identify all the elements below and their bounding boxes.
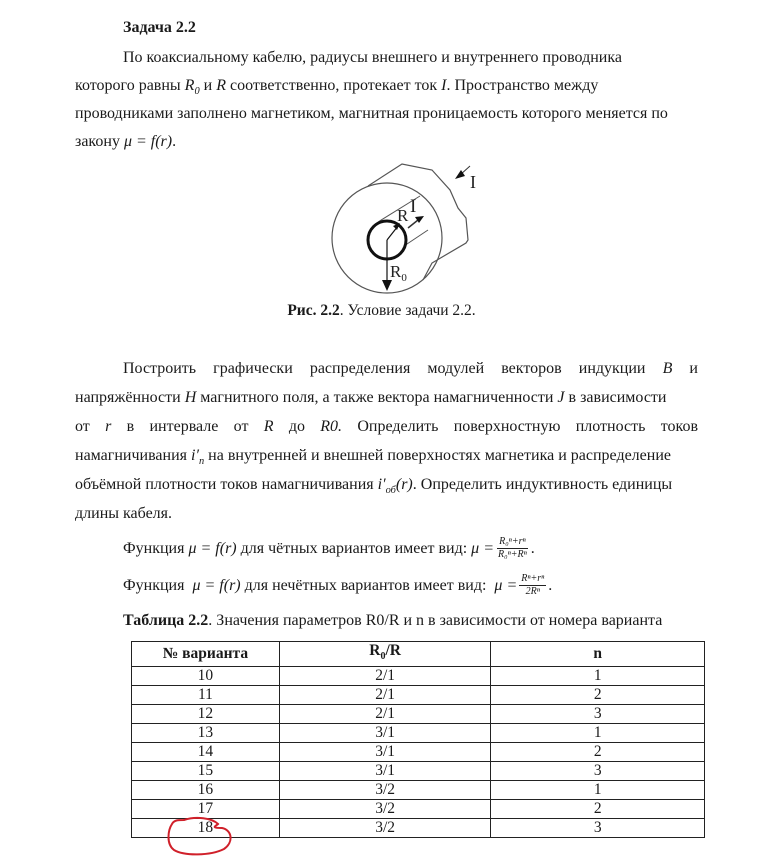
formula-mu: μ = f(r) — [192, 576, 241, 594]
instr-line-1: Построить графически распределения модулей векторов индукции B и — [75, 355, 698, 384]
header-variant: № варианта — [132, 642, 280, 667]
text: соответственно, протекает ток — [226, 77, 442, 94]
label-inner-radius: R — [397, 206, 409, 225]
label-outer-current: I — [470, 172, 476, 192]
table-row: 17 3/2 2 — [132, 800, 705, 819]
formula-mu: μ = f(r) — [188, 539, 237, 557]
text: . Пространство между — [446, 77, 599, 94]
table-row: 16 3/2 1 — [132, 781, 705, 800]
table-row: 14 3/1 2 — [132, 743, 705, 762]
table-row: 10 2/1 1 — [132, 667, 705, 686]
intro-line-2 — [75, 72, 695, 100]
symbol-R: R — [216, 77, 226, 94]
caption-label: Рис. 2.2 — [287, 302, 340, 319]
symbol-B: B — [662, 360, 673, 377]
table-header-row — [132, 642, 705, 667]
inner-guide-line — [404, 230, 428, 246]
symbol-J: J — [557, 389, 565, 406]
text: . — [172, 133, 177, 150]
figure-caption — [0, 302, 763, 320]
task-title: Задача 2.2 — [123, 19, 196, 36]
symbol-I: I — [441, 77, 447, 94]
red-circle-annotation — [166, 816, 238, 856]
arrowhead — [382, 280, 392, 291]
table-caption — [123, 612, 662, 630]
symbol-R0: $R_0$ — [184, 77, 200, 98]
caption-text: . Условие задачи 2.2. — [339, 302, 476, 319]
table-row: 15 3/1 3 — [132, 762, 705, 781]
table-caption-label: Таблица 2.2 — [123, 612, 209, 629]
function-even: Функция μ = f(r) для чётных вариантов имеет вид: μ = $\frac{\text{R₀ⁿ+rⁿ}}{\text{R₀ⁿ+Rⁿ}}$ . — [123, 536, 535, 560]
instr-line-3: от r в интервале от R до R0. Определить поверхностную плотность токов — [75, 418, 698, 435]
intro-line-4 — [75, 128, 695, 156]
task-intro — [75, 44, 695, 156]
intro-line-1: По коаксиальному кабелю, радиусы внешнего и внутреннего проводника — [123, 49, 622, 66]
instr-line-2: напряжённости H магнитного поля, а также вектора намагниченности J в зависимости — [75, 389, 667, 406]
instr-line-6: длины кабеля. — [75, 505, 173, 522]
coaxial-cable-diagram — [320, 160, 500, 305]
table-row: 11 2/1 2 — [132, 686, 705, 705]
table-row: 12 2/1 3 — [132, 705, 705, 724]
symbol-i-volume: $i'_{об}(r)$ — [377, 476, 413, 497]
instr-line-5: объёмной плотности токов намагничивания $i'_{об}(r)$. Определить индуктивность единицы — [75, 476, 673, 497]
label-outer-radius: $R_0$ — [390, 262, 407, 284]
text: закону — [75, 133, 124, 150]
table-row-highlighted: 18 3/2 3 — [132, 819, 705, 838]
variants-table — [131, 641, 705, 838]
fraction-even: $\frac{\text{R₀ⁿ+rⁿ}}{\text{R₀ⁿ+Rⁿ}}$ — [497, 536, 527, 560]
formula-mu: μ = f(r) — [123, 133, 173, 150]
instr-line-4: намагничивания $i'_п$ на внутренней и внешней поверхностях магнетика и распределение — [75, 447, 671, 468]
text: и — [199, 77, 217, 94]
function-odd: Функция μ = f(r) для нечётных вариантов имеет вид: μ = $\frac{\text{Rⁿ+rⁿ}}{\text{2Rⁿ}}$ . — [123, 573, 553, 597]
text: которого равны — [75, 77, 185, 94]
table-caption-text: . Значения параметров R0/R и n в зависимости от номера варианта — [208, 612, 663, 629]
symbol-H: H — [184, 389, 197, 406]
header-n: n — [491, 642, 705, 667]
fraction-odd: $\frac{\text{Rⁿ+rⁿ}}{\text{2Rⁿ}}$ — [521, 573, 545, 597]
intro-line-3: проводниками заполнено магнетиком, магнитная проницаемость которого меняется по — [75, 105, 668, 122]
task-instructions — [75, 355, 698, 529]
inner-current-line — [408, 220, 418, 228]
header-ratio: $R_0/R$ — [279, 642, 491, 667]
label-inner-current: I — [410, 196, 417, 217]
symbol-i-surface: $i'_п$ — [191, 447, 205, 468]
table-row: 13 3/1 1 — [132, 724, 705, 743]
